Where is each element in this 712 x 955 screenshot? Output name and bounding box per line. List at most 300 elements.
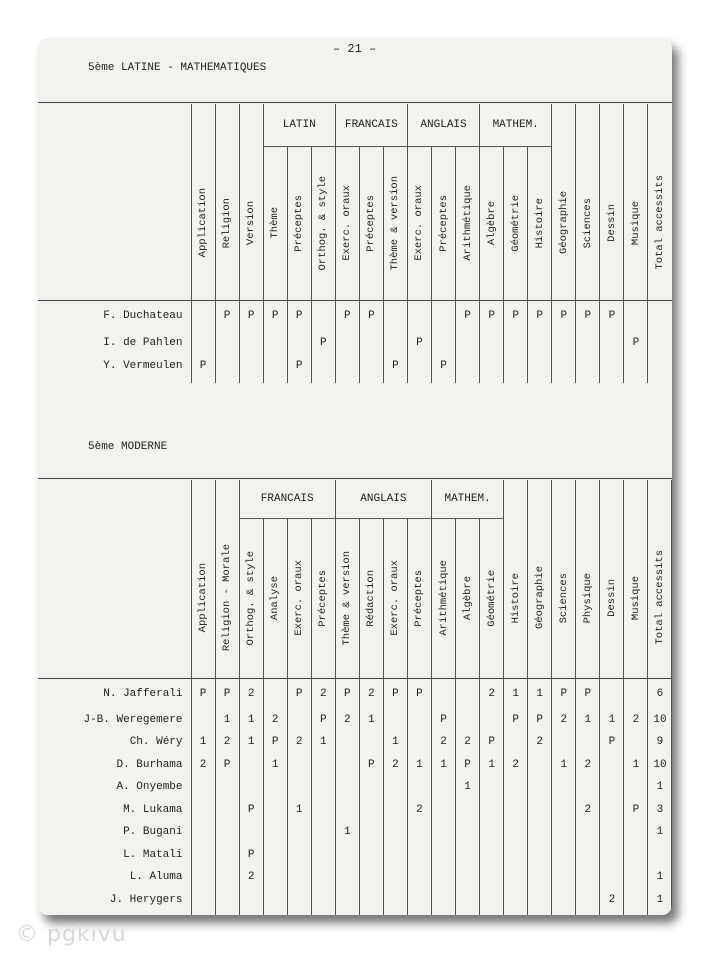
column-header-label: Sciences	[581, 197, 594, 248]
grade-cell: P	[287, 354, 311, 377]
column-header	[480, 146, 504, 300]
column-header-label: Histoire	[509, 572, 522, 623]
grade-cell	[624, 776, 648, 799]
group-header-blank	[191, 480, 215, 518]
grade-cell: 9	[648, 731, 672, 754]
column-header	[432, 146, 456, 300]
group-header: LATIN	[263, 104, 335, 146]
grade-cell	[215, 331, 239, 354]
document-page	[38, 38, 672, 915]
grade-cell	[576, 776, 600, 799]
grade-cell: P	[287, 678, 311, 709]
grade-cell	[263, 799, 287, 822]
column-header-label: Préceptes	[437, 194, 450, 252]
grade-cell: 2	[576, 754, 600, 777]
grade-cell: P	[263, 731, 287, 754]
grade-cell: 2	[504, 754, 528, 777]
grade-cell	[504, 889, 528, 912]
grade-cell: 1	[215, 709, 239, 732]
column-header	[504, 518, 528, 678]
grade-cell	[383, 799, 407, 822]
grade-cell: 2	[239, 866, 263, 889]
grade-cell	[600, 844, 624, 867]
grade-cell: 1	[648, 821, 672, 844]
grade-cell	[407, 844, 431, 867]
grade-cell	[239, 776, 263, 799]
column-header-label: Préceptes	[413, 569, 426, 627]
grade-cell	[383, 776, 407, 799]
grade-cell	[215, 776, 239, 799]
grade-cell	[383, 866, 407, 889]
grade-cell: 1	[311, 731, 335, 754]
column-header	[263, 518, 287, 678]
table-row	[38, 754, 672, 777]
grade-cell: P	[335, 300, 359, 331]
grade-cell: P	[600, 300, 624, 331]
group-header: ANGLAIS	[407, 104, 479, 146]
grade-cell	[600, 678, 624, 709]
grade-cell: 2	[432, 731, 456, 754]
grade-cell: P	[480, 731, 504, 754]
column-header-label: Exerc. oraux	[293, 560, 306, 636]
column-header-label: Religion - Morale	[221, 544, 234, 652]
grade-cell	[576, 731, 600, 754]
group-header-blank	[215, 480, 239, 518]
column-header-label: Dessin	[605, 578, 618, 617]
grade-cell: P	[407, 331, 431, 354]
grade-cell	[191, 866, 215, 889]
grade-cell	[456, 866, 480, 889]
column-header-label: Géographie	[533, 566, 546, 630]
grade-cell: P	[239, 799, 263, 822]
table-row	[38, 709, 672, 732]
grade-cell	[383, 844, 407, 867]
grade-cell: 2	[263, 709, 287, 732]
grade-cell: P	[215, 678, 239, 709]
grade-cell	[456, 821, 480, 844]
grade-cell	[624, 678, 648, 709]
grade-cell	[311, 776, 335, 799]
grade-cell	[191, 889, 215, 912]
grade-cell	[528, 844, 552, 867]
column-header-label: Application	[197, 563, 210, 633]
grade-cell	[504, 844, 528, 867]
grade-cell	[407, 300, 431, 331]
column-header	[648, 518, 672, 678]
grade-cell	[335, 866, 359, 889]
grade-cell: 2	[311, 678, 335, 709]
grade-cell: 1	[648, 776, 672, 799]
group-header-blank	[624, 104, 648, 146]
column-header-label: Arithmétique	[461, 185, 474, 261]
grade-cell: P	[287, 300, 311, 331]
grade-cell	[576, 889, 600, 912]
grade-cell: 1	[263, 754, 287, 777]
grade-cell	[504, 799, 528, 822]
grade-cell	[239, 754, 263, 777]
grade-cell	[191, 300, 215, 331]
grade-cell: P	[528, 300, 552, 331]
grade-cell: 2	[359, 678, 383, 709]
grade-cell	[215, 844, 239, 867]
grade-cell	[480, 844, 504, 867]
group-header-blank	[215, 104, 239, 146]
grade-cell	[287, 331, 311, 354]
grade-cell	[432, 889, 456, 912]
grade-cell	[624, 889, 648, 912]
column-header-label: Application	[197, 188, 210, 258]
student-name: F. Duchateau	[103, 309, 183, 322]
column-header-label: Préceptes	[293, 194, 306, 252]
grade-cell	[383, 889, 407, 912]
grade-cell	[215, 889, 239, 912]
group-header: FRANCAIS	[239, 480, 335, 518]
grade-cell: 1	[359, 709, 383, 732]
grade-cell	[552, 866, 576, 889]
grade-cell	[335, 331, 359, 354]
grade-cell: P	[263, 300, 287, 331]
grade-cell	[648, 300, 672, 331]
grade-cell	[215, 354, 239, 377]
grade-cell	[191, 709, 215, 732]
table-spacer	[38, 377, 672, 383]
grade-cell	[480, 821, 504, 844]
grade-cell	[359, 889, 383, 912]
grade-cell	[215, 799, 239, 822]
column-header-label: Rédaction	[365, 569, 378, 627]
grade-cell	[191, 331, 215, 354]
column-header	[215, 146, 239, 300]
column-header-label: Total accessits	[653, 550, 666, 645]
grade-cell	[311, 844, 335, 867]
grade-cell	[432, 844, 456, 867]
grade-cell	[624, 354, 648, 377]
grade-cell: P	[504, 300, 528, 331]
grade-cell	[504, 731, 528, 754]
grade-cell	[456, 354, 480, 377]
grade-cell: 1	[528, 678, 552, 709]
grade-cell: 2	[191, 754, 215, 777]
grade-cell: P	[528, 709, 552, 732]
table-row	[38, 731, 672, 754]
page-number: – 21 –	[333, 42, 377, 56]
column-header	[215, 518, 239, 678]
grade-cell	[191, 799, 215, 822]
column-header-label: Géographie	[557, 191, 570, 255]
grade-cell: P	[335, 678, 359, 709]
table-spacer	[38, 911, 672, 915]
grade-cell	[311, 754, 335, 777]
grade-cell: 1	[287, 799, 311, 822]
grade-cell: P	[191, 678, 215, 709]
grade-cell: P	[576, 300, 600, 331]
column-header-label: Sciences	[557, 572, 570, 623]
grade-cell: P	[359, 300, 383, 331]
grade-cell: 1	[191, 731, 215, 754]
column-header-label: Religion	[221, 197, 234, 248]
grade-cell	[432, 799, 456, 822]
grade-cell	[311, 866, 335, 889]
column-header-label: Arithmétique	[437, 560, 450, 636]
grade-cell: P	[215, 754, 239, 777]
grade-cell	[359, 821, 383, 844]
grade-cell: 1	[432, 754, 456, 777]
grade-cell	[600, 866, 624, 889]
grade-cell: P	[215, 300, 239, 331]
grade-cell: P	[552, 300, 576, 331]
grade-cell: P	[480, 300, 504, 331]
grade-cell	[552, 844, 576, 867]
group-header-row	[38, 480, 672, 518]
grade-cell	[359, 331, 383, 354]
grade-cell	[383, 300, 407, 331]
grade-cell: 2	[480, 678, 504, 709]
grade-cell	[504, 821, 528, 844]
grade-cell	[528, 331, 552, 354]
grade-cell	[600, 776, 624, 799]
column-header	[600, 146, 624, 300]
grade-cell	[335, 889, 359, 912]
grade-cell	[239, 354, 263, 377]
grade-cell	[456, 678, 480, 709]
group-header: MATHEM.	[432, 480, 504, 518]
grade-cell: 1	[648, 866, 672, 889]
grade-cell	[191, 776, 215, 799]
table-row	[38, 331, 672, 354]
grade-cell	[624, 821, 648, 844]
group-header-row	[38, 104, 672, 146]
grade-cell	[287, 889, 311, 912]
grade-cell: P	[383, 354, 407, 377]
grade-cell	[239, 821, 263, 844]
grade-cell	[215, 866, 239, 889]
grade-cell	[480, 776, 504, 799]
column-header	[383, 518, 407, 678]
grade-cell	[480, 354, 504, 377]
table-row	[38, 844, 672, 867]
group-header: FRANCAIS	[335, 104, 407, 146]
grade-cell: 2	[287, 731, 311, 754]
grade-cell	[576, 354, 600, 377]
column-header	[528, 518, 552, 678]
grade-cell: P	[504, 709, 528, 732]
grade-cell	[191, 821, 215, 844]
grade-cell	[480, 799, 504, 822]
grade-cell	[335, 844, 359, 867]
rule	[38, 102, 672, 103]
grade-cell	[648, 331, 672, 354]
column-header	[407, 146, 431, 300]
grade-cell: P	[456, 300, 480, 331]
grade-cell	[552, 821, 576, 844]
group-header: ANGLAIS	[335, 480, 431, 518]
group-header-blank	[624, 480, 648, 518]
grade-cell: 1	[576, 709, 600, 732]
grade-cell: 2	[456, 731, 480, 754]
column-header	[407, 518, 431, 678]
grade-cell	[335, 776, 359, 799]
grade-cell	[528, 821, 552, 844]
column-header-label: Histoire	[533, 197, 546, 249]
table-row	[38, 866, 672, 889]
grade-cell: P	[600, 731, 624, 754]
section-title-moderne: 5ème MODERNE	[88, 441, 168, 453]
grade-cell	[576, 866, 600, 889]
grade-cell	[359, 799, 383, 822]
student-name: L. Matali	[123, 848, 183, 861]
table-row	[38, 821, 672, 844]
grade-cell: 2	[239, 678, 263, 709]
grade-cell	[311, 799, 335, 822]
grade-cell	[263, 889, 287, 912]
group-header-blank	[528, 480, 552, 518]
grade-cell	[552, 776, 576, 799]
grade-cell: P	[311, 709, 335, 732]
grade-cell	[528, 776, 552, 799]
grade-cell: 6	[648, 678, 672, 709]
group-header-blank	[239, 104, 263, 146]
table-row	[38, 889, 672, 912]
grade-cell	[600, 331, 624, 354]
grade-cell	[263, 821, 287, 844]
column-header	[456, 518, 480, 678]
grade-cell: 1	[624, 754, 648, 777]
grade-cell	[504, 331, 528, 354]
student-name: J. Herygers	[109, 893, 183, 906]
grade-cell: 2	[215, 731, 239, 754]
column-header	[335, 146, 359, 300]
column-header	[311, 146, 335, 300]
column-header	[287, 146, 311, 300]
grade-cell	[504, 866, 528, 889]
column-header	[600, 518, 624, 678]
column-header	[287, 518, 311, 678]
table-row	[38, 799, 672, 822]
grade-cell	[407, 889, 431, 912]
grade-cell	[263, 866, 287, 889]
column-header	[576, 146, 600, 300]
student-name: N. Jafferali	[103, 687, 183, 700]
grade-cell	[480, 331, 504, 354]
column-header-label: Exerc. oraux	[389, 560, 402, 636]
grade-cell	[552, 799, 576, 822]
grade-cell	[215, 821, 239, 844]
table-row	[38, 354, 672, 377]
column-header	[552, 518, 576, 678]
student-name: P. Bugani	[123, 826, 183, 839]
grade-cell: 3	[648, 799, 672, 822]
column-header-label: Géométrie	[485, 569, 498, 627]
grade-cell	[432, 866, 456, 889]
student-name: D. Burhama	[116, 758, 183, 771]
grade-cell	[432, 678, 456, 709]
grade-cell	[576, 331, 600, 354]
column-header	[311, 518, 335, 678]
group-header: MATHEM.	[480, 104, 552, 146]
grade-cell	[480, 889, 504, 912]
corner-cell	[38, 480, 191, 678]
grade-cell: P	[239, 844, 263, 867]
grade-cell	[648, 844, 672, 867]
grade-cell	[359, 776, 383, 799]
grade-cell	[287, 709, 311, 732]
column-header-label: Géométrie	[509, 194, 522, 252]
grade-cell: 1	[456, 776, 480, 799]
corner-cell	[38, 104, 191, 300]
grade-cell	[432, 331, 456, 354]
student-name: A. Onyembe	[116, 781, 183, 794]
student-name: Ch. Wéry	[129, 736, 183, 749]
group-header-blank	[504, 480, 528, 518]
grade-cell	[311, 354, 335, 377]
group-header-blank	[600, 480, 624, 518]
grade-cell	[456, 889, 480, 912]
grade-cell	[432, 300, 456, 331]
grade-cell	[600, 799, 624, 822]
grade-cell	[504, 354, 528, 377]
grade-cell	[335, 799, 359, 822]
grade-cell: 1	[552, 754, 576, 777]
grade-cell	[600, 754, 624, 777]
grade-cell: P	[624, 799, 648, 822]
grade-cell: P	[432, 709, 456, 732]
column-header	[624, 146, 648, 300]
grade-cell	[552, 889, 576, 912]
table-moderne	[38, 480, 672, 915]
grade-cell	[624, 731, 648, 754]
grade-cell	[648, 354, 672, 377]
grade-cell: P	[552, 678, 576, 709]
column-header-label: Algèbre	[461, 575, 474, 621]
grade-cell: 1	[407, 754, 431, 777]
table-row	[38, 776, 672, 799]
grade-cell	[552, 354, 576, 377]
grade-cell: 2	[335, 709, 359, 732]
grade-cell	[383, 331, 407, 354]
grade-cell	[383, 709, 407, 732]
grade-cell: 1	[239, 731, 263, 754]
group-header-blank	[648, 480, 672, 518]
grade-cell: 1	[239, 709, 263, 732]
column-header-label: Thème & version	[341, 550, 354, 646]
grade-cell	[552, 331, 576, 354]
group-header-blank	[552, 480, 576, 518]
column-header-label: Thème & version	[389, 175, 402, 271]
column-header	[359, 518, 383, 678]
grade-cell	[407, 821, 431, 844]
grade-cell	[311, 300, 335, 331]
column-header-label: Musique	[629, 200, 642, 245]
grade-cell	[359, 844, 383, 867]
column-header	[383, 146, 407, 300]
grade-cell	[528, 754, 552, 777]
grade-cell	[311, 821, 335, 844]
column-header	[576, 518, 600, 678]
grade-cell	[263, 331, 287, 354]
grade-cell: P	[624, 331, 648, 354]
grade-cell	[504, 776, 528, 799]
group-header-blank	[552, 104, 576, 146]
column-header-label: Dessin	[605, 203, 618, 242]
group-header-blank	[576, 480, 600, 518]
grade-cell	[287, 844, 311, 867]
column-header	[528, 146, 552, 300]
column-header	[552, 146, 576, 300]
grade-cell	[263, 678, 287, 709]
column-header	[191, 146, 215, 300]
column-header-label: Algèbre	[485, 200, 498, 246]
grade-cell	[335, 731, 359, 754]
